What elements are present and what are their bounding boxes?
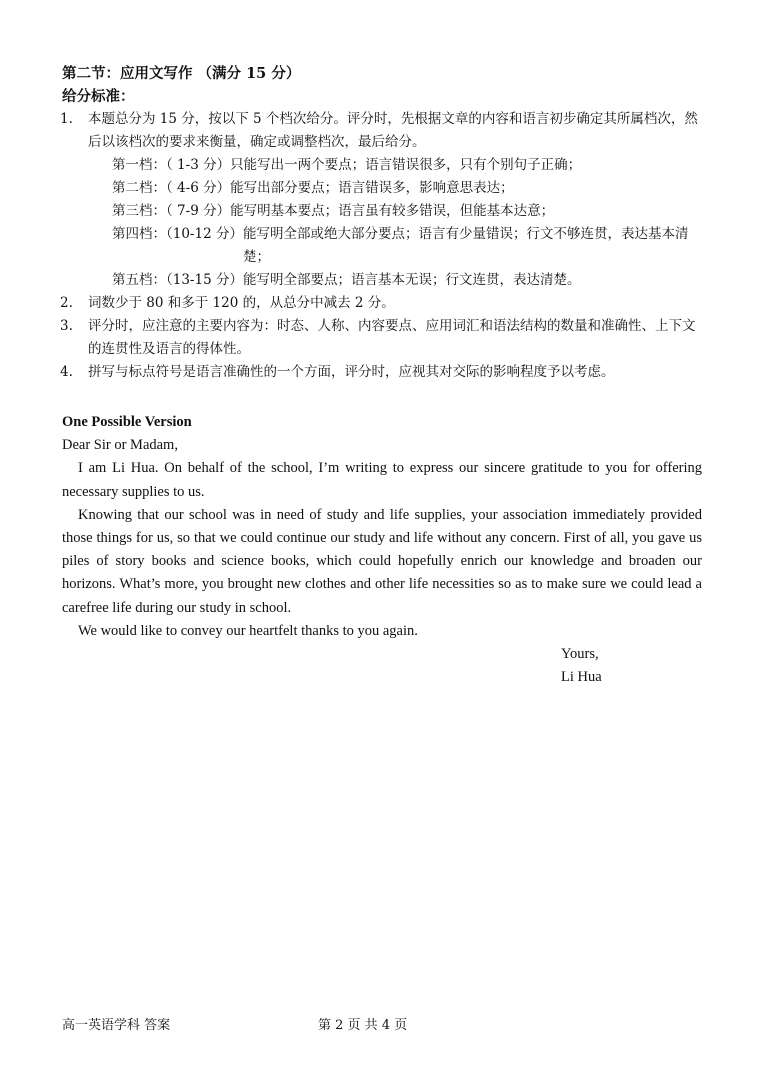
letter-salutation: Dear Sir or Madam, bbox=[62, 437, 178, 454]
rule-number: 1. bbox=[60, 111, 73, 127]
score-level bbox=[112, 154, 705, 177]
score-level bbox=[112, 177, 705, 200]
level-description: 能写明基本要点；语言虽有较多错误，但能基本达意； bbox=[230, 203, 555, 219]
letter-paragraph: Knowing that our school was in need of study and life supplies, your association immediately provided those things for us, so that we could continue our study and life without any concern. First of all, you gave us piles of story books and science books, which could hopefully enrich our knowledge and broaden our horizons. What’s more, you brought new clothes and other life necessities so as to make sure we could lead a carefree life during our study in school. bbox=[62, 506, 702, 616]
score-level bbox=[112, 269, 705, 292]
letter-signoff bbox=[561, 643, 602, 689]
level-description: 能写出部分要点；语言错误多，影响意思表达； bbox=[230, 180, 514, 196]
level-label: 第一档：（ 1-3 分） bbox=[112, 157, 231, 173]
rule-item bbox=[60, 361, 705, 384]
rule-text: 拼写与标点符号是语言准确性的一个方面，评分时，应视其对交际的影响程度予以考虑。 bbox=[88, 364, 615, 380]
score-levels bbox=[88, 154, 705, 292]
letter-signature: Li Hua bbox=[561, 669, 602, 685]
level-description: 只能写出一两个要点；语言错误很多，只有个别句子正确； bbox=[230, 157, 582, 173]
rule-number: 3. bbox=[60, 318, 73, 334]
rule-number: 4. bbox=[60, 364, 73, 380]
scoring-rules bbox=[60, 108, 705, 384]
score-level bbox=[112, 200, 705, 223]
level-label: 第五档：（13-15 分） bbox=[112, 272, 243, 288]
rule-item bbox=[60, 315, 705, 361]
level-description: 能写明全部或绝大部分要点；语言有少量错误；行文不够连贯，表达基本清楚； bbox=[242, 226, 689, 265]
footer-page-number: 第 2 页 共 4 页 bbox=[318, 1018, 408, 1033]
sample-title: One Possible Version bbox=[62, 414, 192, 430]
level-description: 能写明全部要点；语言基本无误；行文连贯，表达清楚。 bbox=[242, 272, 581, 288]
rule-text: 评分时，应注意的主要内容为：时态、人称、内容要点、应用词汇和语法结构的数量和准确性、上下文的连贯性及语言的得体性。 bbox=[88, 318, 696, 357]
sample-letter bbox=[62, 411, 702, 643]
criteria-heading: 给分标准： bbox=[62, 88, 135, 105]
section-title: 第二节：应用文写作 （满分 15 分） bbox=[62, 65, 301, 82]
rule-item bbox=[60, 108, 705, 292]
rule-text: 本题总分为 15 分，按以下 5 个档次给分。评分时，先根据文章的内容和语言初步确定其所属档次，然后以该档次的要求来衡量，确定或调整档次，最后给分。 bbox=[88, 111, 698, 150]
letter-closing: Yours, bbox=[561, 646, 599, 662]
letter-paragraph: I am Li Hua. On behalf of the school, I’m writing to express our sincere gratitude to you for offering necessary supplies to us. bbox=[62, 460, 702, 500]
footer-subject: 高一英语学科 答案 bbox=[62, 1018, 171, 1033]
level-label: 第四档：（10-12 分） bbox=[112, 226, 243, 242]
rule-text: 词数少于 80 和多于 120 的，从总分中减去 2 分。 bbox=[88, 295, 395, 311]
score-level bbox=[112, 223, 705, 269]
level-label: 第二档：（ 4-6 分） bbox=[112, 180, 231, 196]
rule-item bbox=[60, 292, 705, 315]
letter-paragraph: We would like to convey our heartfelt thanks to you again. bbox=[78, 622, 418, 639]
rule-number: 2. bbox=[60, 295, 73, 311]
level-label: 第三档：（ 7-9 分） bbox=[112, 203, 231, 219]
